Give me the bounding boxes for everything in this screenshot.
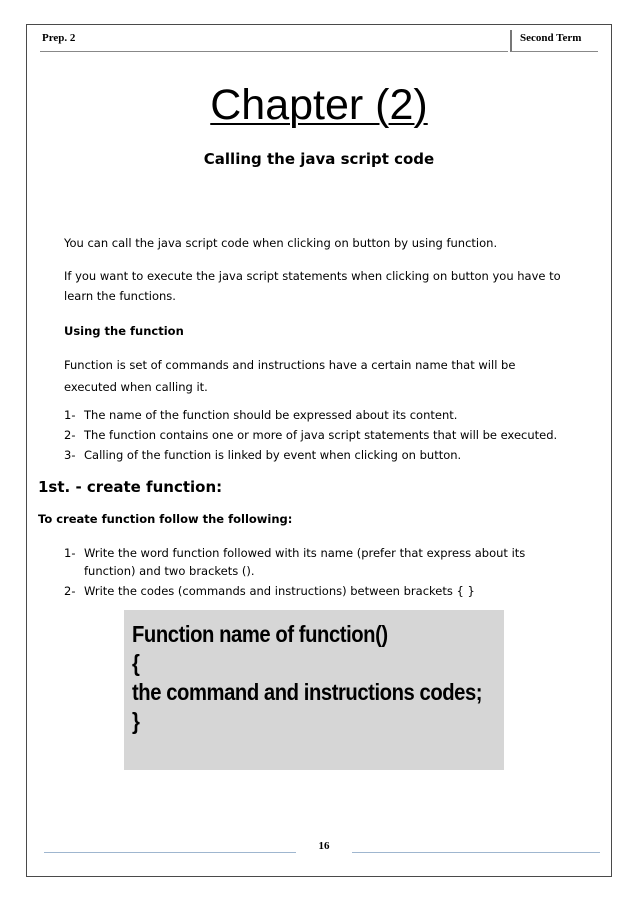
list-item-number: 2- xyxy=(64,584,76,598)
header-divider xyxy=(40,51,508,52)
footer-divider-right xyxy=(352,852,600,853)
chapter-title-text: Chapter (2) xyxy=(210,81,428,129)
sub-heading: To create function follow the following: xyxy=(38,512,293,526)
list-item xyxy=(64,425,610,445)
list-item-number: 1- xyxy=(64,408,76,422)
list-item-text: Write the word function followed with its name (prefer that express about its function) and two brackets (). xyxy=(84,546,526,578)
list-item-number: 3- xyxy=(64,448,76,462)
code-line: { xyxy=(132,650,140,676)
list-item xyxy=(64,445,610,465)
paragraph-intro: You can call the java script code when clicking on button by using function. xyxy=(64,236,498,250)
list-item-text: The name of the function should be expressed about its content. xyxy=(84,408,458,422)
page-number: 16 xyxy=(318,840,330,852)
page-header xyxy=(40,30,598,52)
function-rules-list xyxy=(64,405,610,465)
chapter-subtitle: Calling the java script code xyxy=(203,150,435,168)
function-syntax-image xyxy=(124,610,504,770)
code-line: } xyxy=(132,708,140,734)
list-item-text: Calling of the function is linked by event when clicking on button. xyxy=(84,448,462,462)
list-item-text: Write the codes (commands and instructions) between brackets { } xyxy=(84,584,475,598)
list-item-number: 2- xyxy=(64,428,76,442)
header-grade: Prep. 2 xyxy=(42,32,76,44)
list-item xyxy=(64,582,564,600)
code-line: Function name of function() xyxy=(132,621,388,647)
list-item-number: 1- xyxy=(64,546,76,560)
create-function-steps xyxy=(64,544,564,600)
list-item xyxy=(64,405,610,425)
paragraph-function-definition: Function is set of commands and instructions have a certain name that will be executed when calling it. xyxy=(64,358,516,394)
chapter-title xyxy=(0,78,638,132)
list-item-text: The function contains one or more of java script statements that will be executed. xyxy=(84,428,558,442)
list-item xyxy=(64,544,564,580)
footer-divider-left xyxy=(44,852,296,853)
header-term: Second Term xyxy=(510,30,598,52)
paragraph-functions-needed: If you want to execute the java script statements when clicking on button you have to learn the functions. xyxy=(64,269,561,303)
section-heading: 1st. - create function: xyxy=(38,478,223,496)
paragraph-heading-using-function: Using the function xyxy=(64,324,184,338)
code-line: the command and instructions codes; xyxy=(132,679,483,705)
